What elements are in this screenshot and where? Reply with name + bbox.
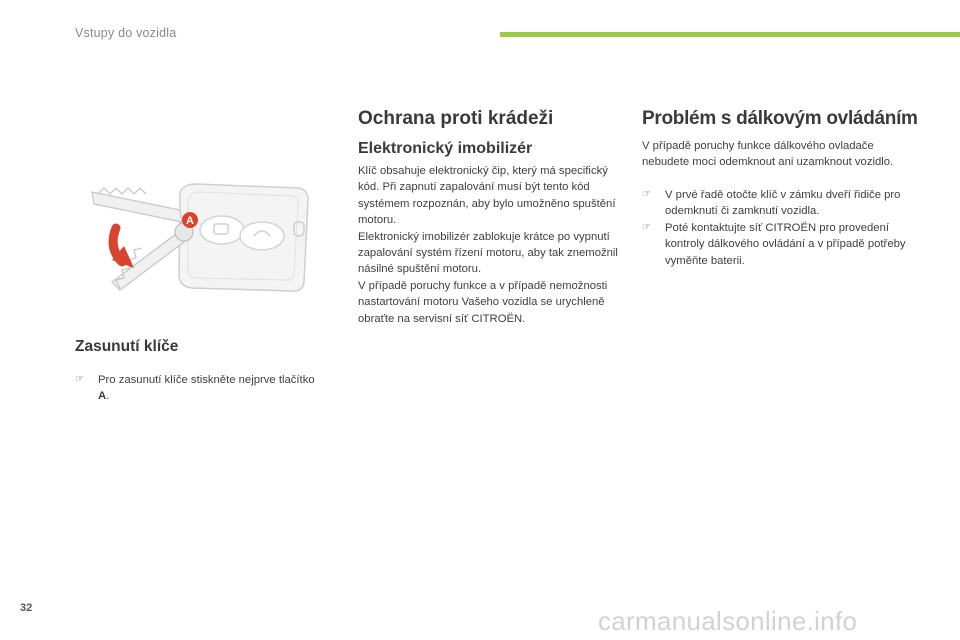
remote-problem-title: Problém s dálkovým ovládáním (642, 108, 918, 129)
immobiliser-subtitle: Elektronický imobilizér (358, 140, 533, 157)
paragraph: Klíč obsahuje elektronický čip, který má specifický kód. Při zapnutí zapalování musí být tento kód systémem rozpoznán, aby bylo umožněno spuštění motoru. (358, 165, 616, 227)
paragraph: V případě poruchy funkce a v případě nemožnosti nastartování motoru Vašeho vozidla se urychleně obraťte na servisní síť CITROËN. (358, 279, 608, 325)
insert-key-title: Zasunutí klíče (75, 338, 179, 355)
list-item (75, 372, 325, 405)
bullet-text: V prvé řadě otočte klíč v zámku dveří řidiče pro odemknutí či zamknutí vozidla. (665, 189, 901, 218)
remote-problem-bullets (642, 187, 917, 269)
insert-key-bullets (75, 372, 325, 405)
watermark: carmanualsonline.info (598, 606, 858, 636)
pointing-hand-icon: ☞ (75, 374, 84, 385)
page-header-title: Vstupy do vozidla (75, 26, 177, 40)
rotate-arrow-icon (112, 228, 134, 268)
list-item (642, 187, 917, 220)
header-accent-bar (500, 32, 960, 37)
key-fob-illustration (72, 170, 332, 300)
bullet-text: Pro zasunutí klíče stiskněte nejprve tlačítko (98, 374, 315, 386)
unlock-button-icon (240, 222, 284, 250)
page-number: 32 (20, 602, 33, 614)
pointing-hand-icon: ☞ (642, 221, 651, 233)
pointing-hand-icon: ☞ (642, 189, 651, 200)
bullet-end-text: . (106, 390, 110, 403)
list-item (642, 220, 917, 269)
button-a-label: A (186, 215, 194, 227)
remote-problem-intro: V případě poruchy funkce dálkového ovladače nebudete moci odemknout ani uzamknout vozidlo. (642, 140, 894, 169)
bullet-bold-text: A (98, 390, 107, 403)
paragraph: Elektronický imobilizér zablokuje krátce po vypnutí zapalování systém řízení motoru, aby tak znemožnil násilné spuštění motoru. (358, 230, 618, 276)
bullet-text: Poté kontaktujte síť CITROËN pro provedení kontroly dálkového ovládání a v případě potřeby vyměňte baterii. (665, 221, 906, 267)
lock-button-icon (200, 216, 244, 244)
immobiliser-body (358, 163, 618, 327)
theft-protection-title: Ochrana proti krádeži (358, 108, 554, 129)
car-key-icon (92, 188, 192, 290)
